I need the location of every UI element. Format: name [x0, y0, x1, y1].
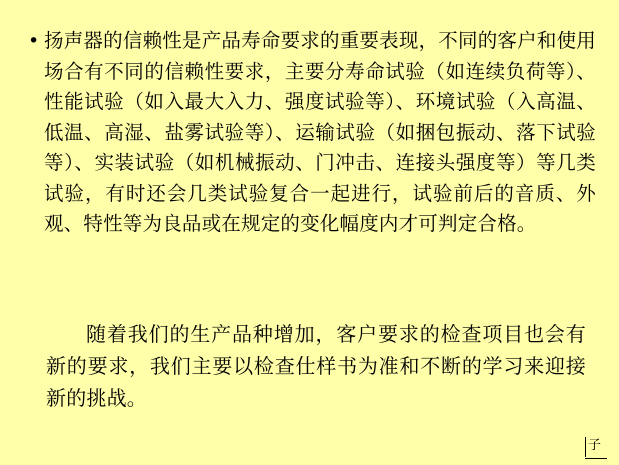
- corner-mark-glyph: 子: [588, 438, 602, 453]
- bullet-marker-icon: •: [28, 30, 40, 52]
- bullet-list-item: [24, 26, 596, 240]
- closing-paragraph: 随着我们的生产品种增加，客户要求的检查项目也会有新的要求，我们主要以检查仕样书为准和不断的学习来迎接新的挑战。: [46, 322, 586, 410]
- corner-mark-vertical-rule: [585, 437, 586, 457]
- corner-mark-horizontal-rule: [585, 458, 607, 459]
- corner-mark-icon: [583, 437, 609, 459]
- bullet-body-text: 扬声器的信赖性是产品寿命要求的重要表现，不同的客户和使用场合有不同的信赖性要求，主要分寿命试验（如连续负荷等）、性能试验（如入最大入力、强度试验等）、环境试验（入高温、低温、高湿、盐雾试验等）、运输试验（如捆包振动、落下试验等）、实装试验（如机械振动、门冲击、连接头强度等）等几类试验，有时还会几类试验复合一起进行，试验前后的音质、外观、特性等为良品或在规定的变化幅度内才可判定合格。: [44, 29, 596, 235]
